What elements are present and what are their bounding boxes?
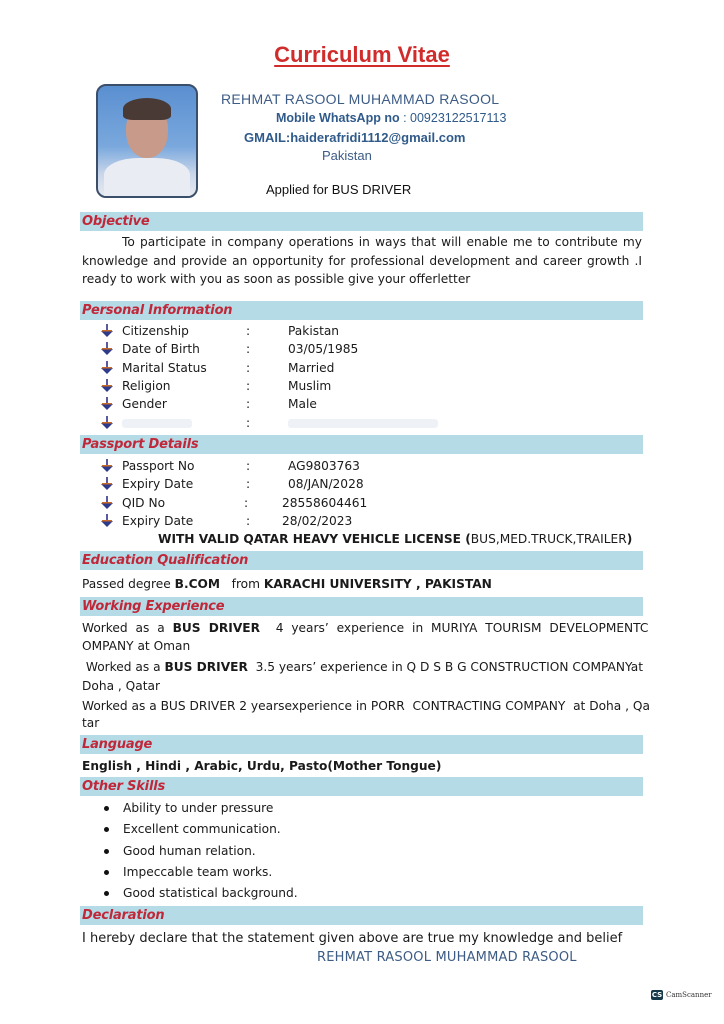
phone-label: Mobile WhatsApp no (276, 111, 400, 125)
bullet-dot-icon (104, 849, 109, 854)
skill-text: Ability to under pressure (123, 801, 274, 815)
phone-line (276, 111, 506, 125)
info-row (100, 457, 620, 475)
camscanner-watermark (651, 990, 712, 1000)
declaration-text: I hereby declare that the statement given above are true my knowledge and belief (82, 931, 623, 946)
skill-text: Excellent communication. (123, 822, 281, 837)
exp-role: BUS DRIVER (164, 660, 248, 674)
skill-text: Impeccable team works. (123, 864, 273, 879)
exp-text: 3.5 years’ experience in Q D S B G CONSTRUCTION COMPANYat (247, 660, 644, 674)
skill-text: Good statistical background. (123, 886, 298, 901)
arrow-down-bullet-icon (100, 496, 114, 510)
profile-photo (96, 84, 198, 198)
info-value: Muslim (288, 378, 332, 393)
skill-text: Good human relation. (123, 843, 256, 858)
info-label: Marital Status (122, 360, 207, 375)
section-working-experience (80, 597, 643, 616)
exp-text: Worked as a (82, 660, 165, 674)
info-separator: : (244, 495, 249, 510)
info-separator: : (246, 360, 251, 375)
info-label: Expiry Date (122, 513, 194, 528)
info-label: Religion (122, 378, 171, 393)
license-close: ) (626, 532, 633, 546)
experience-item (82, 619, 649, 637)
bullet-dot-icon (104, 806, 109, 811)
info-separator: : (246, 477, 251, 492)
section-passport-details (80, 435, 643, 454)
arrow-down-bullet-icon (100, 459, 114, 473)
info-row (100, 395, 620, 413)
info-separator: : (246, 397, 251, 412)
arrow-down-bullet-icon (100, 416, 114, 430)
arrow-down-bullet-icon (100, 514, 114, 528)
info-row (100, 377, 620, 395)
signature-name: REHMAT RASOOL MUHAMMAD RASOOL (317, 950, 577, 965)
candidate-name: REHMAT RASOOL MUHAMMAD RASOOL (221, 91, 500, 107)
bullet-dot-icon (104, 827, 109, 832)
info-row (100, 494, 620, 512)
section-heading: Objective (82, 214, 150, 229)
experience-item (82, 658, 643, 676)
info-row (100, 359, 620, 377)
education-institution: KARACHI UNIVERSITY , PAKISTAN (263, 577, 492, 591)
camscanner-text: CamScanner (666, 991, 712, 999)
experience-item-cont: OMPANY at Oman (82, 639, 191, 653)
section-heading: Passport Details (82, 437, 199, 452)
applied-prefix: Applied for (266, 182, 332, 197)
section-heading: Other Skills (82, 779, 165, 794)
info-row (100, 512, 620, 530)
experience-item-cont: tar (82, 716, 100, 730)
section-heading: Working Experience (82, 599, 225, 614)
exp-text: 4 years’ experience in MURIYA TOURISM DEVELOPMENTC (259, 621, 649, 635)
exp-text: Worked as a (82, 621, 173, 635)
bullet-dot-icon (104, 870, 109, 875)
education-degree: B.COM (174, 577, 221, 591)
objective-text (82, 233, 642, 289)
info-value: 28558604461 (282, 495, 368, 510)
info-separator: : (246, 324, 251, 338)
info-separator: : (246, 378, 251, 393)
info-label: Expiry Date (122, 477, 194, 492)
phone-separator: : (399, 111, 411, 125)
skill-item (104, 820, 504, 838)
arrow-down-bullet-icon (100, 379, 114, 393)
objective-body: To participate in company operations in ways that will enable me to contribute my knowledge and provide an opportunity for professional development and career growth .I ready to work with you as soon as possible give your offerletter (82, 235, 642, 286)
skill-item (104, 799, 504, 817)
country: Pakistan (322, 148, 372, 163)
applied-position: BUS DRIVER (331, 182, 412, 197)
info-value: 28/02/2023 (282, 513, 353, 528)
license-line (158, 530, 632, 548)
education-middle: from (220, 577, 264, 591)
section-language (80, 735, 643, 754)
cv-title: Curriculum Vitae (274, 42, 450, 67)
section-heading: Personal Information (82, 303, 233, 318)
info-value: 08/JAN/2028 (288, 477, 364, 492)
info-row (100, 340, 620, 358)
experience-item-cont: Doha , Qatar (82, 679, 160, 693)
info-value: Married (288, 360, 335, 375)
license-types: BUS,MED.TRUCK,TRAILER (470, 532, 627, 546)
info-label: Gender (122, 397, 167, 412)
photo-hair (123, 98, 171, 120)
info-separator: : (246, 415, 251, 430)
info-row (100, 475, 620, 493)
section-heading: Education Qualification (82, 553, 249, 568)
arrow-down-bullet-icon (100, 324, 114, 338)
redacted-value (288, 419, 438, 428)
exp-role: BUS DRIVER (172, 621, 260, 635)
experience-item: Worked as a BUS DRIVER 2 yearsexperience in PORR CONTRACTING COMPANY at Doha , Qa (82, 699, 650, 713)
arrow-down-bullet-icon (100, 397, 114, 411)
bullet-dot-icon (104, 891, 109, 896)
redacted-label (122, 419, 192, 428)
arrow-down-bullet-icon (100, 342, 114, 356)
camscanner-logo-icon: CS (651, 991, 663, 999)
email-address: GMAIL:haiderafridi1112@gmail.com (244, 130, 466, 145)
section-heading: Language (82, 737, 153, 752)
skill-item (104, 842, 504, 860)
info-value: AG9803763 (288, 459, 360, 473)
info-value: Male (288, 397, 317, 412)
section-education (80, 551, 643, 570)
phone-number: 00923122517113 (410, 111, 507, 125)
info-row (100, 414, 620, 432)
info-separator: : (246, 513, 251, 528)
skill-item (104, 863, 504, 881)
info-label: Citizenship (122, 324, 189, 338)
section-declaration (80, 906, 643, 925)
info-label: Passport No (122, 459, 195, 473)
info-label: Date of Birth (122, 342, 200, 357)
info-label: QID No (122, 495, 166, 510)
photo-shirt (104, 158, 190, 198)
arrow-down-bullet-icon (100, 361, 114, 375)
arrow-down-bullet-icon (100, 477, 114, 491)
info-value: 03/05/1985 (288, 342, 359, 357)
section-heading: Declaration (82, 908, 165, 923)
education-prefix: Passed degree (82, 577, 175, 591)
applied-for (266, 182, 411, 197)
language-list: English , Hindi , Arabic, Urdu, Pasto(Mother Tongue) (82, 759, 442, 773)
license-bold: WITH VALID QATAR HEAVY VEHICLE LICENSE ( (158, 532, 471, 546)
section-personal-information (80, 301, 643, 320)
info-value: Pakistan (288, 324, 340, 338)
education-text (82, 575, 492, 593)
section-other-skills (80, 777, 643, 796)
info-row (100, 322, 620, 340)
info-separator: : (246, 459, 251, 473)
section-objective (80, 212, 643, 231)
info-separator: : (246, 342, 251, 357)
skill-item (104, 884, 504, 902)
